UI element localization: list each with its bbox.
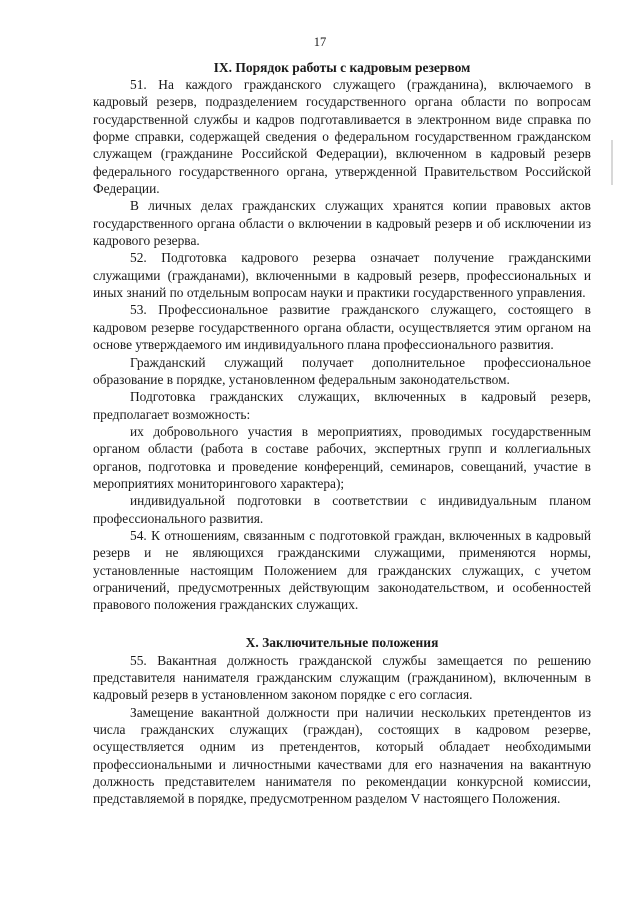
page-number: 17 xyxy=(313,35,327,49)
document-body xyxy=(93,59,591,808)
paragraph-54: 54. К отношениям, связанным с подготовкой граждан, включенных в кадровый резерв и не являющихся гражданскими служащими, применяются нормы, установленные настоящим Положением для гражданских служащих, с учетом ограничений, предусмотренных действующим законодательством, и особенностей правового положения гражданских служащих. xyxy=(93,527,591,613)
paragraph-53: 53. Профессиональное развитие гражданского служащего, состоящего в кадровом резерве государственного органа области, осуществляется этим органом на основе утверждаемого им индивидуального плана профессионального развития. xyxy=(93,302,591,353)
paragraph-personal-files: В личных делах гражданских служащих хранятся копии правовых актов государственного органа области о включении в кадровый резерв и об исключении из кадрового резерва. xyxy=(93,198,591,249)
paragraph-55: 55. Вакантная должность гражданской службы замещается по решению представителя нанимателя гражданским служащим (гражданином), включенным в кадровый резерв в установленном законом порядке с его согласия. xyxy=(93,652,591,703)
paragraph-vacancy-replacement: Замещение вакантной должности при наличии нескольких претендентов из числа гражданских служащих (граждан), состоящих в кадровом резерве, осуществляется одним из претендентов, который обладает необходимыми профессиональными и личностными качествами для его назначения на вакантную должность представителем нанимателя по рекомендации конкурсной комиссии, представляемой в порядке, предусмотренном разделом V настоящего Положения. xyxy=(93,704,591,807)
section-title-ix: IX. Порядок работы с кадровым резервом xyxy=(213,60,471,75)
paragraph-individual-training: индивидуальной подготовки в соответствии с индивидуальным планом профессионального развития. xyxy=(93,493,591,526)
paragraph-51: 51. На каждого гражданского служащего (гражданина), включаемого в кадровый резерв, подразделением государственного органа области по вопросам государственной службы и кадров подготавливается в электронном виде справка по форме справки, содержащей сведения о федеральном государственном гражданском служащем (гражданине Российской Федерации), включенном в кадровый резерв федерального государственного органа, утвержденной Правительством Российской Федерации. xyxy=(93,77,591,197)
paragraph-voluntary-participation: их добровольного участия в мероприятиях, проводимых государственным органом области (работа в составе рабочих, экспертных групп и коллегиальных органов, подготовка и проведение конференций, семинаров, совещаний, участие в мероприятиях мониторингового характера); xyxy=(93,423,591,491)
paragraph-training-possibility: Подготовка гражданских служащих, включенных в кадровый резерв, предполагает возможность: xyxy=(93,389,591,422)
section-title-x: X. Заключительные положения xyxy=(245,634,439,650)
paragraph-additional-education: Гражданский служащий получает дополнительное профессиональное образование в порядке, установленном федеральным законодательством. xyxy=(93,354,591,387)
scan-artifact xyxy=(611,140,613,185)
paragraph-52: 52. Подготовка кадрового резерва означает получение гражданскими служащими (гражданами), включенными в кадровый резерв, профессиональных и иных знаний по отдельным вопросам науки и практики государственного управления. xyxy=(93,250,591,301)
